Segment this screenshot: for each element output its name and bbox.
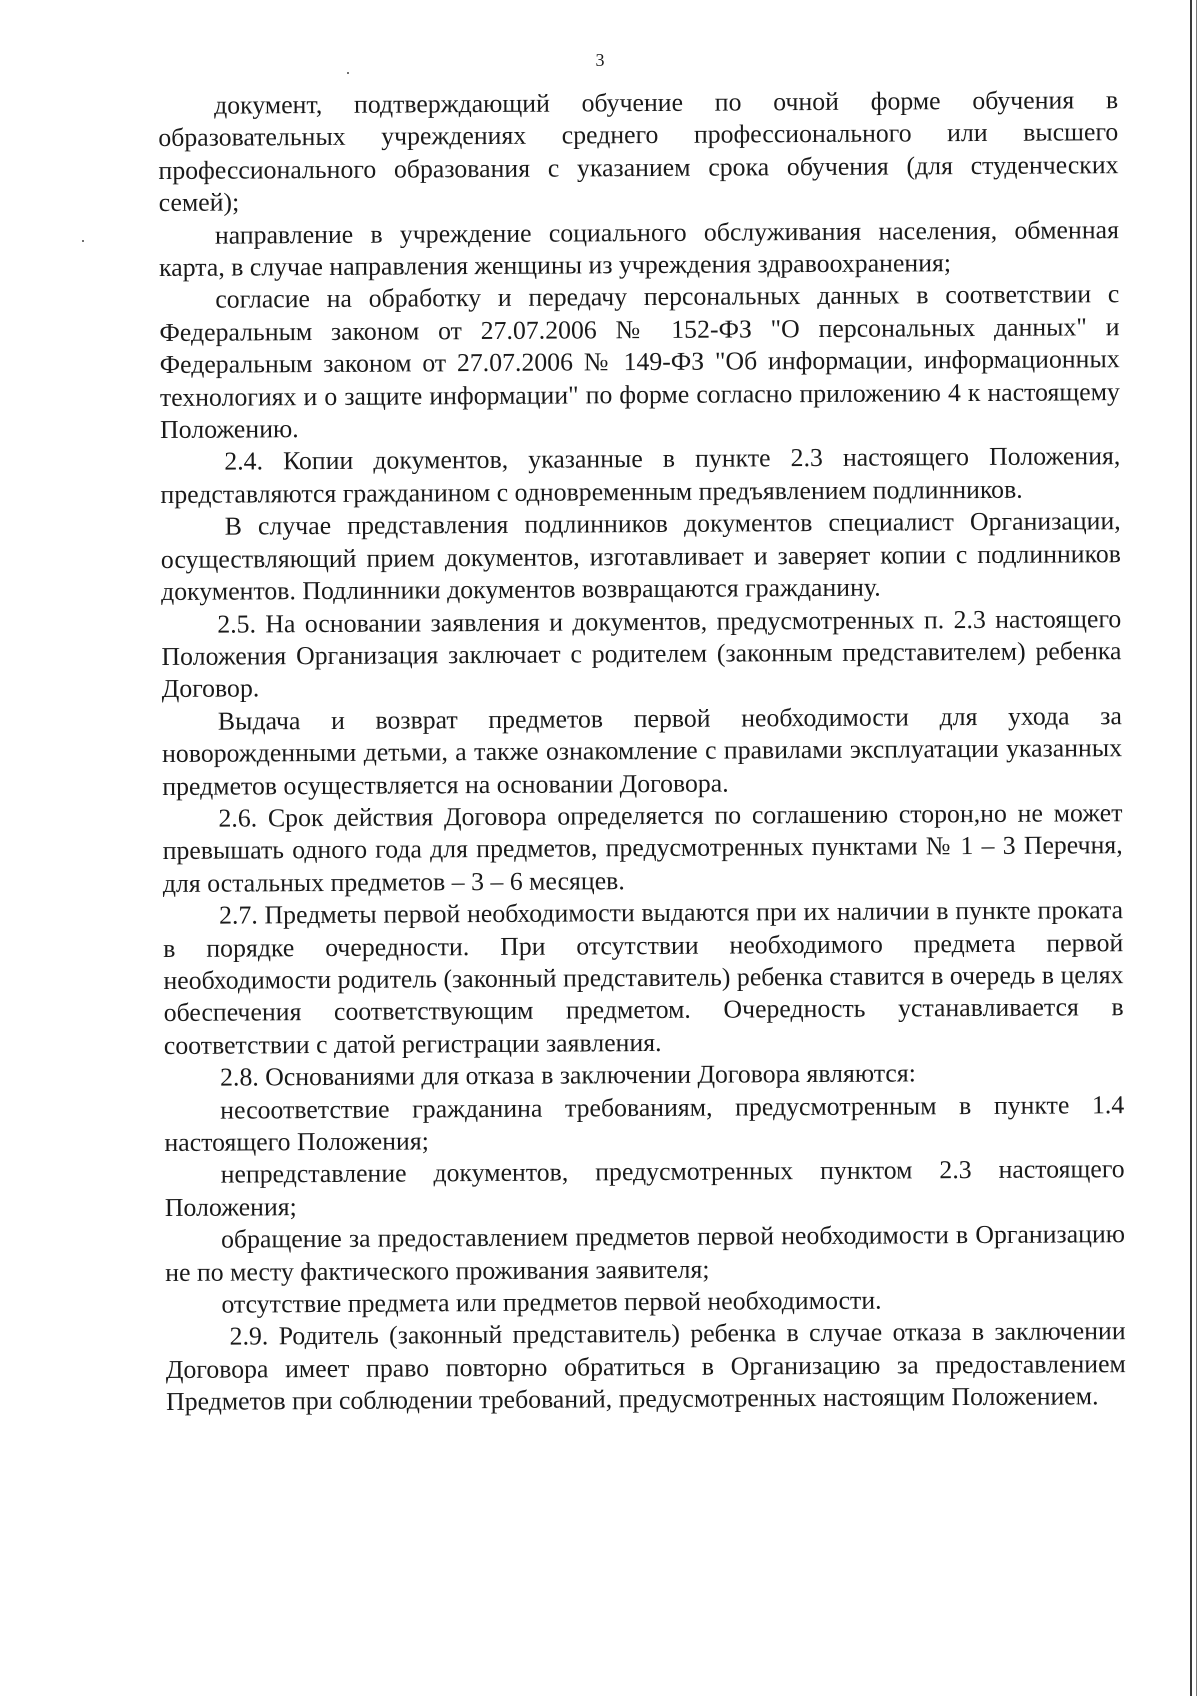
paragraph: 2.6. Срок действия Договора определяется по соглашению сторон,но не может превышать одного года для предметов, предусмотренных пунктами № 1 – 3 Перечня, для остальных предметов – 3 – 6 месяцев. <box>162 798 1123 898</box>
paragraph: Выдача и возврат предметов первой необходимости для ухода за новорожденными детьми, а также ознакомление с правилами эксплуатации указанных предметов осуществляется на основании Договора. <box>161 700 1123 801</box>
paragraph: обращение за предоставлением предметов первой необходимости в Организацию не по месту фактического проживания заявителя; <box>165 1219 1126 1287</box>
paragraph: отсутствие предмета или предметов первой необходимости. <box>221 1285 882 1319</box>
page-number: 3 <box>595 50 605 70</box>
paragraph: документ, подтверждающий обучение по очной форме обучения в образовательных учреждениях среднего профессионального или высшего профессионального образования с указанием срока обучения (для студенческих семей); <box>158 85 1119 218</box>
paragraph: 2.5. На основании заявления и документов, предусмотренных п. 2.3 настоящего Положения Организация заключает с родителем (законным представителем) ребенка Договор. <box>161 603 1122 704</box>
paragraph: несоответствие гражданина требованиям, предусмотренным в пункте 1.4 настоящего Положения; <box>164 1089 1125 1157</box>
paragraph: 2.9. Родитель (законный представитель) ребенка в случае отказа в заключении Договора имеет право повторно обратиться в Организацию за предоставлением Предметов при соблюдении требований, предусмотренных настоящим Положением. <box>165 1316 1126 1417</box>
document-body <box>158 82 1126 1418</box>
paragraph: непредставление документов, предусмотренных пунктом 2.3 настоящего Положения; <box>164 1154 1125 1222</box>
paragraph: В случае представления подлинников документов специалист Организации, осуществляющий прием документов, изготавливает и заверяет копии с подлинников документов. Подлинники документов возвращаются гражданину. <box>160 506 1121 607</box>
scan-border-line-inner <box>1196 0 1197 1696</box>
paragraph: 2.4. Копии документов, указанные в пункте 2.3 настоящего Положения, представляются гражданином с одновременным предъявлением подлинников. <box>160 441 1121 509</box>
scan-border-line <box>1190 0 1192 1696</box>
paragraph: согласие на обработку и передачу персональных данных в соответствии с Федеральным законом от 27.07.2006 № 152-ФЗ "О персональных данных" и Федеральным законом от 27.07.2006 № 149-ФЗ "Об информации, информационных технологиях и о защите информации" по форме согласно приложению 4 к настоящему Положению. <box>159 279 1120 445</box>
scan-speck <box>347 72 349 74</box>
paragraph: 2.7. Предметы первой необходимости выдаются при их наличии в пункте проката в порядке очередности. При отсутствии необходимого предмета первой необходимости родитель (законный представитель) ребенка ставится в очередь в целях обеспечения соответствующим предметом. Очередность устанавливается в соответствии с датой регистрации заявления. <box>163 895 1124 1060</box>
paragraph: направление в учреждение социального обслуживания населения, обменная карта, в случае направления женщины из учреждения здравоохранения; <box>159 214 1119 283</box>
paragraph: 2.8. Основаниями для отказа в заключении Договора являются: <box>219 1058 916 1092</box>
scan-speck <box>82 240 84 242</box>
